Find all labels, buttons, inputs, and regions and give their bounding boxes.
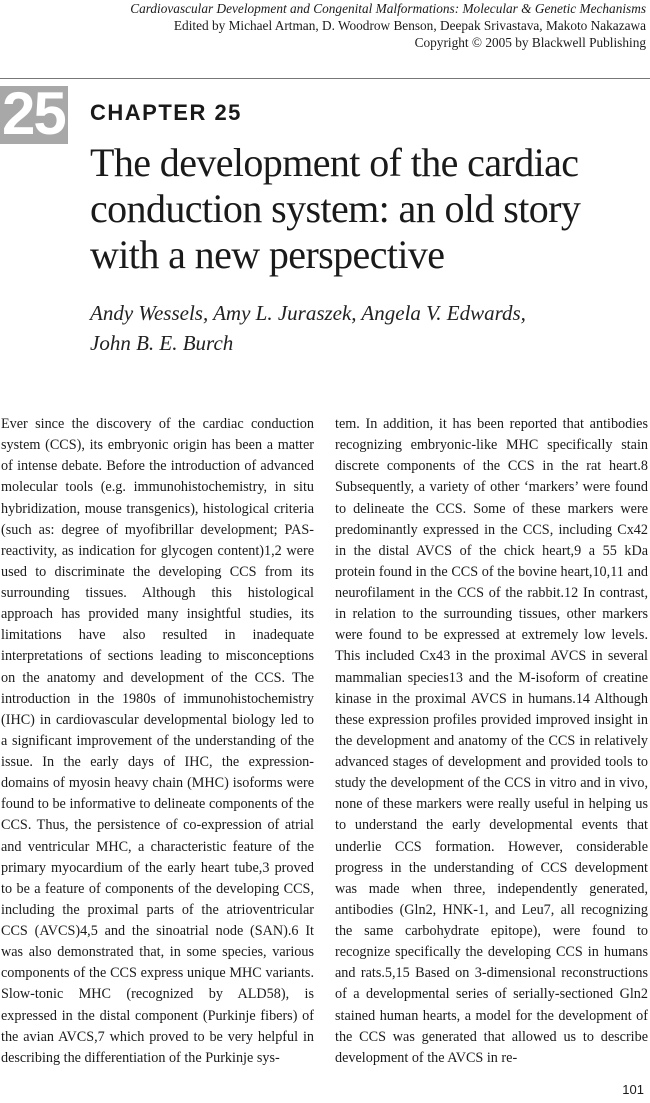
page-number: 101	[622, 1082, 644, 1097]
book-title: Cardiovascular Development and Congenital Malformations: Molecular & Genetic Mechanisms	[130, 1, 646, 16]
book-editors: Edited by Michael Artman, D. Woodrow Benson, Deepak Srivastava, Makoto Nakazawa	[173, 18, 646, 33]
chapter-title: The development of the cardiac conduction system: an old story with a new perspective	[90, 140, 581, 277]
body-column-left	[1, 414, 314, 1069]
left-column-text: Ever since the discovery of the cardiac conduction system (CCS), its embryonic origin has been a matter of intense debate. Before the introduction of advanced molecular tools (e.g. immunohistochemistry, in situ hybridization, mouse transgenics), histological criteria (such as: degree of myofibrillar development; PAS-reactivity, as indication for glycogen content)1,2 were used to discriminate the developing CCS from its surrounding tissues. Although this histological approach has provided many insightful studies, its limitations have also resulted in inadequate interpretations of sections leading to misconceptions on the anatomy and development of the CCS. The introduction in the 1980s of immunohistochemistry (IHC) in cardiovascular developmental biology led to a significant improvement of the understanding of the issue. In the early days of IHC, the expression-domains of myosin heavy chain (MHC) isoforms were found to be informative to delineate components of the CCS. Thus, the persistence of co-expression of atrial and ventricular MHC, a characteristic feature of the primary myocardium of the early heart tube,3 proved to be a feature of components of the developing CCS, including the proximal parts of the atrioventricular CCS (AVCS)4,5 and the sinoatrial node (SAN).6 It was also demonstrated that, in some species, various components of the CCS express unique MHC variants. Slow-tonic MHC (recognized by ALD58), is expressed in the distal component (Purkinje fibers) of the avian AVCS,7 which proved to be very helpful in describing the differentiation of the Purkinje sys-	[1, 416, 314, 1066]
body-column-right	[335, 414, 648, 1069]
running-header	[6, 0, 646, 51]
chapter-label: CHAPTER 25	[90, 100, 242, 125]
chapter-number: 25	[2, 80, 65, 147]
copyright-line: Copyright © 2005 by Blackwell Publishing	[414, 35, 646, 50]
chapter-authors	[90, 298, 610, 358]
header-rule	[0, 78, 650, 79]
right-column-text: tem. In addition, it has been reported that antibodies recognizing embryonic-like MHC specifically stain discrete components of the CCS in the rat heart.8 Subsequently, a variety of other ‘markers’ were found to delineate the CCS. Some of these markers were predominantly expressed in the CCS, including Cx42 in the distal AVCS of the chick heart,9 a 55 kDa protein found in the CCS of the bovine heart,10,11 and neurofilament in the CCS of the rabbit.12 In contrast, in relation to the surrounding tissues, other markers were found to be expressed at extremely low levels. This included Cx43 in the proximal AVCS in several mammalian species13 and the M-isoform of creatine kinase in the proximal AVCS in humans.14 Although these expression profiles provided improved insight in the development and anatomy of the CCS in relatively advanced stages of development and provided tools to study the development of the CCS in vitro and in vivo, none of these markers were really useful in helping us to understand the early developmental events that underlie CCS formation. However, considerable progress in the understanding of CCS development was made when three, independently generated, antibodies (Gln2, HNK-1, and Leu7, all recognizing the same carbohydrate epitope), were found to recognize specifically the developing CCS in humans and rats.5,15 Based on 3-dimensional reconstructions of a developmental series of serially-sectioned Gln2 stained human hearts, a model for the development of the CCS was generated that allowed us to describe development of the AVCS in re-	[335, 416, 648, 1066]
authors-line-2: John B. E. Burch	[90, 331, 234, 355]
chapter-number-badge	[0, 80, 68, 147]
authors-line-1: Andy Wessels, Amy L. Juraszek, Angela V. Edwards,	[90, 301, 526, 325]
